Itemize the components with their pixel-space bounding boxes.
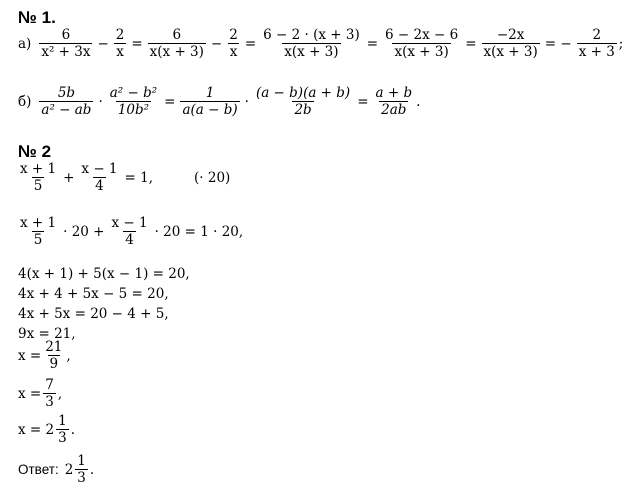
fraction — [148, 28, 206, 59]
operator: = — [465, 35, 477, 52]
fraction — [109, 216, 149, 247]
part-b-label: б) — [18, 93, 32, 110]
fraction — [75, 454, 88, 485]
denominator: a² − ab — [41, 102, 92, 119]
operator: · 20 + — [63, 223, 105, 240]
multiplier-note: (· 20) — [194, 169, 231, 186]
operator: + — [63, 169, 75, 186]
punctuation: ; — [618, 35, 623, 52]
numerator: 1 — [205, 85, 215, 101]
denominator: x(x + 3) — [394, 44, 449, 61]
numerator: 2 — [592, 27, 602, 43]
numerator: x − 1 — [111, 215, 148, 231]
step-line: 9x = 21, — [18, 326, 76, 342]
denominator: x² + 3x — [41, 44, 91, 61]
denominator: 2ab — [381, 102, 407, 119]
step-lhs: x = — [18, 385, 42, 402]
numerator: 2 — [229, 27, 238, 43]
numerator: 6 − 2 · (x + 3) — [263, 27, 360, 43]
step-line: 4x + 5x = 20 − 4 + 5, — [18, 306, 169, 322]
fraction-step — [18, 414, 75, 445]
equation-rhs: = 1, — [124, 169, 154, 186]
equation-line-2 — [18, 216, 246, 247]
fraction — [108, 86, 159, 117]
numerator: 21 — [45, 339, 63, 355]
denominator: 2b — [294, 102, 312, 119]
part-b-line — [18, 86, 420, 117]
heading-task-2: № 2 — [18, 142, 52, 161]
numerator: 5b — [57, 85, 76, 101]
answer-line — [18, 454, 94, 485]
denominator: 4 — [95, 178, 104, 195]
denominator: 10b² — [117, 102, 150, 119]
numerator: 1 — [58, 413, 67, 429]
denominator: 3 — [77, 470, 86, 487]
operator: = — [357, 93, 369, 110]
numerator: x − 1 — [81, 161, 118, 177]
denominator: x(x + 3) — [149, 44, 204, 61]
denominator: 5 — [33, 232, 43, 249]
operator: = — [366, 35, 379, 52]
numerator: 1 — [77, 453, 86, 469]
operator: · — [244, 93, 249, 110]
denominator: a(a − b) — [182, 102, 238, 119]
fraction — [180, 86, 239, 117]
operator: = — [131, 35, 143, 52]
fraction — [56, 414, 69, 445]
step-lhs: x = 2 — [18, 421, 55, 438]
fraction — [43, 340, 64, 371]
numerator: 7 — [45, 377, 54, 393]
operator: − — [210, 35, 223, 52]
operator: = — [164, 93, 176, 110]
operator: − — [97, 35, 109, 52]
numerator: a² − b² — [109, 85, 158, 101]
numerator: a + b — [375, 85, 413, 101]
fraction — [227, 28, 240, 59]
answer-label: Ответ: — [18, 462, 59, 478]
fraction — [114, 28, 127, 59]
numerator: x + 1 — [20, 215, 57, 231]
operator: = − — [544, 35, 572, 52]
numerator: 6 − 2x − 6 — [385, 27, 459, 43]
fraction — [39, 28, 92, 59]
numerator: 2 — [115, 27, 125, 43]
denominator: 4 — [125, 232, 134, 249]
punctuation: , — [66, 347, 71, 364]
denominator: x — [229, 44, 238, 61]
fraction — [383, 28, 460, 59]
equation-rhs: · 20 = 1 · 20, — [154, 223, 244, 240]
denominator: 5 — [33, 178, 43, 195]
fraction — [43, 378, 56, 409]
fraction — [482, 28, 540, 59]
step-line: 4x + 4 + 5x − 5 = 20, — [18, 286, 169, 302]
fraction-step — [18, 340, 71, 371]
punctuation: . — [89, 461, 95, 478]
denominator: 9 — [49, 356, 59, 373]
fraction — [261, 28, 362, 59]
fraction — [18, 216, 58, 247]
denominator: 3 — [58, 430, 67, 447]
fraction-step — [18, 378, 62, 409]
step-lhs: x = — [18, 347, 42, 364]
fraction — [254, 86, 352, 117]
equation-line-1 — [18, 162, 230, 193]
numerator: −2x — [496, 27, 525, 43]
operator: = — [244, 35, 257, 52]
part-a-line — [18, 28, 623, 59]
heading-task-1: № 1. — [18, 8, 56, 27]
part-a-label: а) — [18, 35, 32, 52]
answer-whole: 2 — [64, 461, 74, 478]
denominator: 3 — [45, 394, 54, 411]
punctuation: . — [416, 93, 421, 110]
fraction — [374, 86, 415, 117]
numerator: x + 1 — [20, 161, 57, 177]
punctuation: , — [57, 385, 63, 402]
operator: · — [98, 93, 103, 110]
fraction — [39, 86, 93, 117]
denominator: x(x + 3) — [483, 44, 538, 61]
step-line: 4(x + 1) + 5(x − 1) = 20, — [18, 266, 190, 282]
fraction — [577, 28, 617, 59]
fraction — [18, 162, 58, 193]
numerator: (a − b)(a + b) — [255, 85, 351, 101]
denominator: x — [116, 44, 124, 61]
denominator: x(x + 3) — [284, 44, 339, 61]
denominator: x + 3 — [578, 44, 615, 61]
fraction — [79, 162, 119, 193]
numerator: 6 — [172, 27, 182, 43]
punctuation: . — [70, 421, 75, 438]
numerator: 6 — [61, 27, 71, 43]
